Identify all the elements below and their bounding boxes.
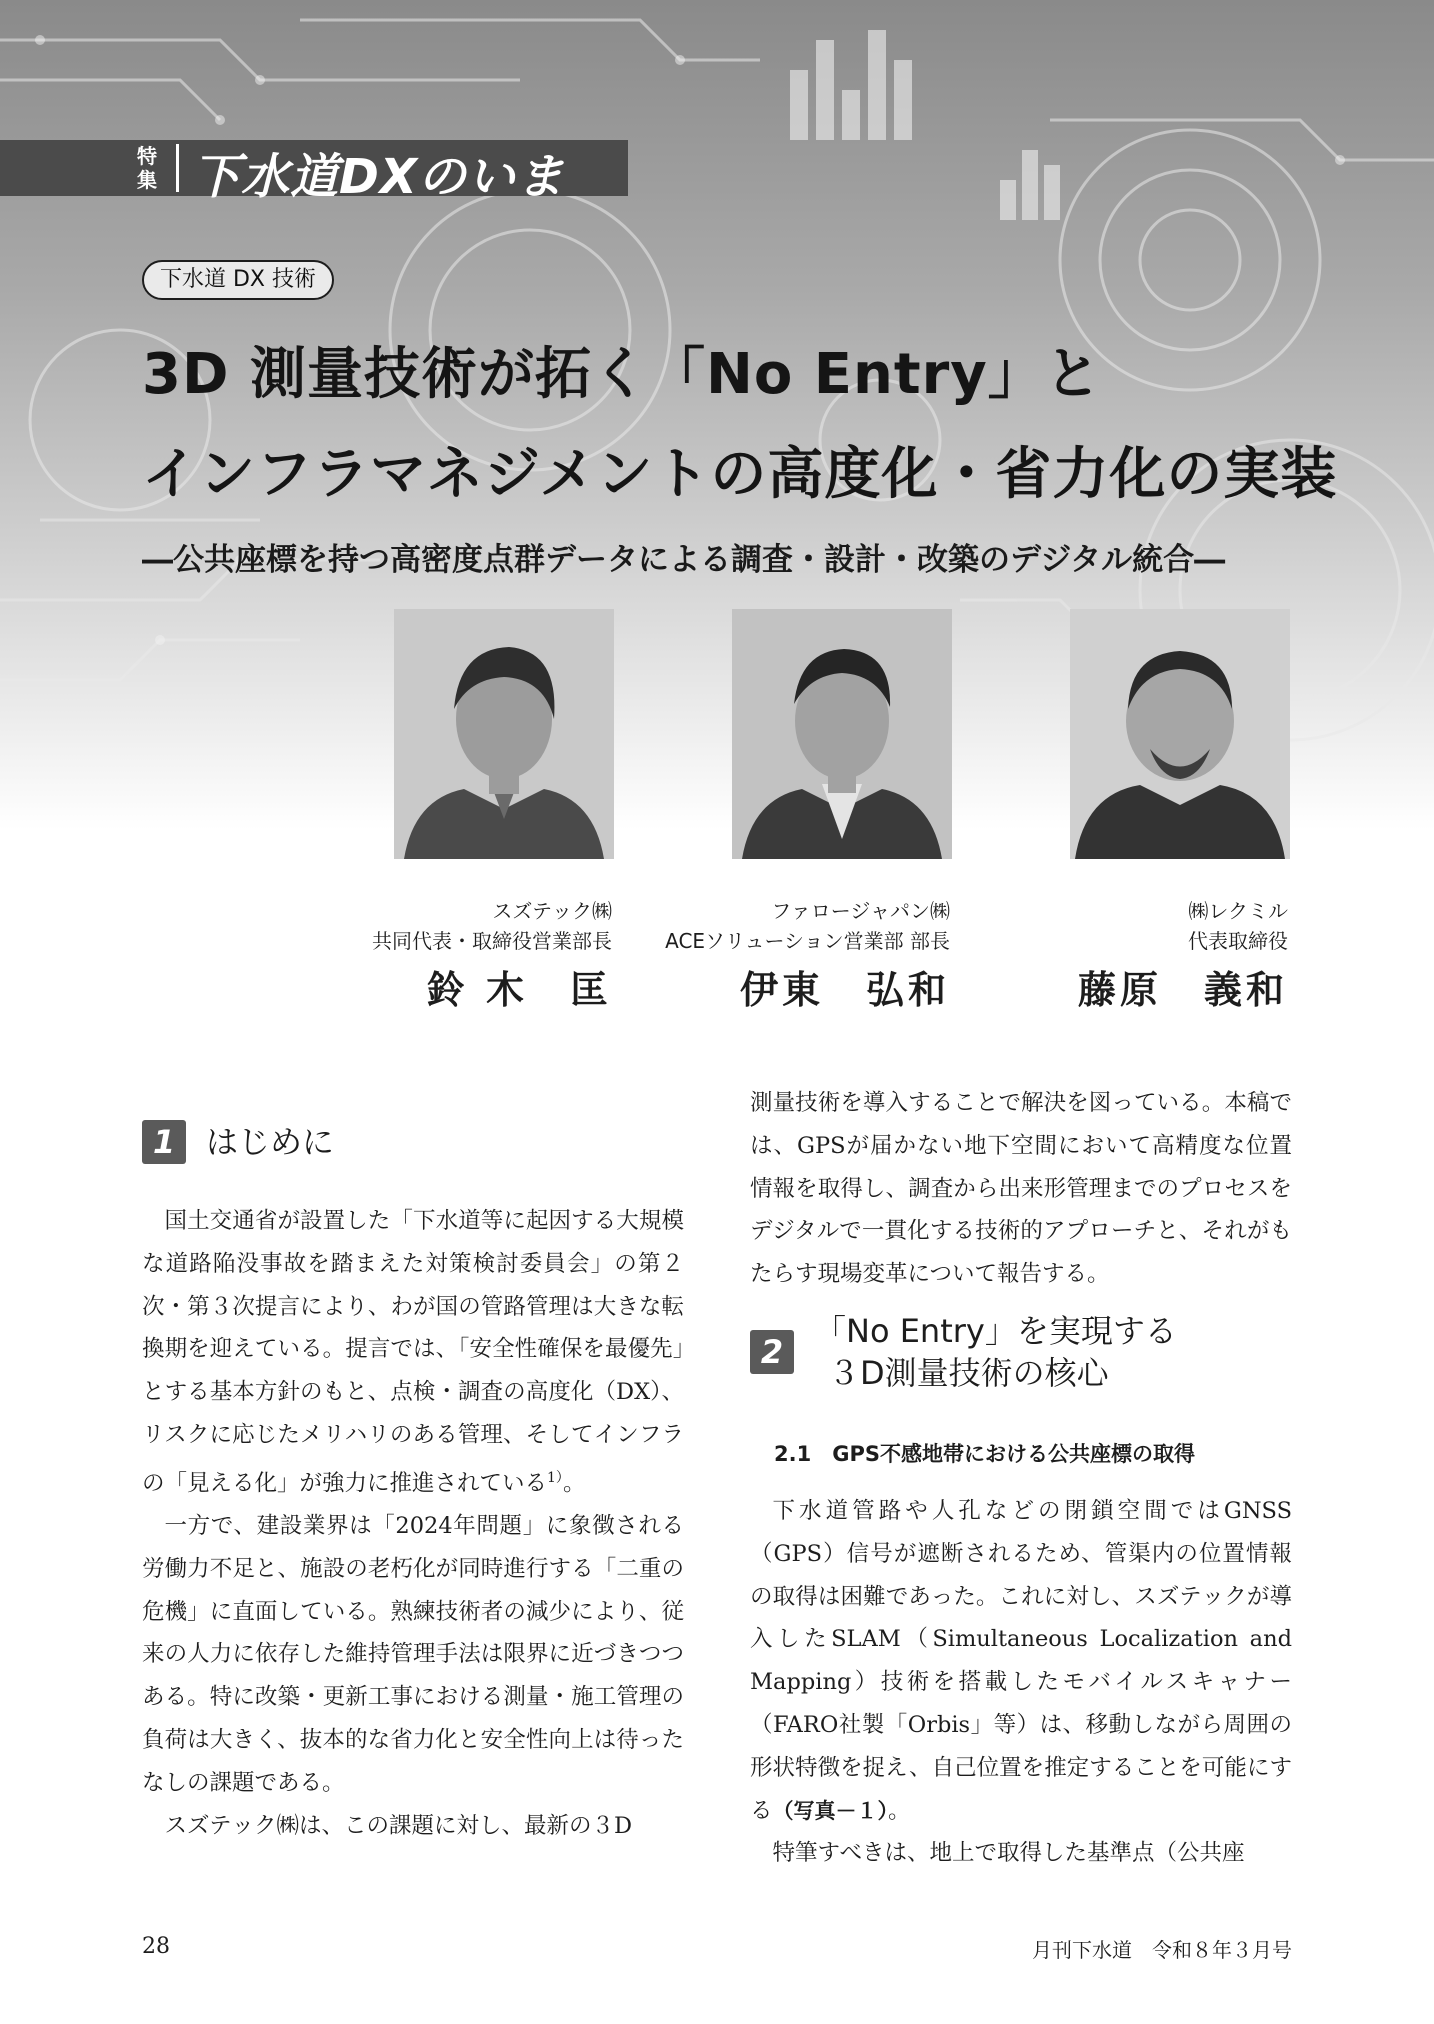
paragraph: 特筆すべきは、地上で取得した基準点（公共座 [772, 1840, 1245, 1867]
author-3-company: ㈱レクミル [1188, 899, 1288, 923]
paragraph [750, 1490, 1292, 1832]
paragraph: 測量技術を導入することで解決を図っている。本稿では、GPSが届かない地下空間において高精度な位置情報を取得し、調査から出来形管理までのプロセスをデジタルで一貫化する技術的アプローチと、それがもたらす現場変革について報告する。 [750, 1090, 1292, 1288]
paragraph-end: 。 [562, 1470, 586, 1497]
paragraph-text: 国土交通省が設置した「下水道等に起因する大規模な道路陥没事故を踏まえた対策検討委員会」の第２次・第３次提言により、わが国の管路管理は大きな転換期を迎えている。提言では、「安全性確保を最優先」とする基本方針のもと、点検・調査の高度化（DX）、リスクに応じたメリハリのある管理、そしてインフラの「見える化」が強力に推進されている [142, 1208, 684, 1497]
section-2-title-line1: 「No Entry」を実現する [814, 1312, 1177, 1350]
section-1-number: 1 [142, 1120, 186, 1164]
author-1-info [372, 896, 612, 1018]
author-1-company: スズテック㈱ [492, 899, 612, 923]
paragraph-text: 下水道管路や人孔などの閉鎖空間ではGNSS（GPS）信号が遮断されるため、管渠内の位置情報の取得は困難であった。これに対し、スズテックが導入したSLAM（Simultaneous Localization and Mapping）技術を搭載したモバイルスキャナー（FARO社製「Orbis」等）は、移動しながら周囲の形状特徴を捉え、自己位置を推定することを可能にする [750, 1498, 1292, 1824]
section-1-title: はじめに [206, 1123, 335, 1161]
feature-divider [176, 144, 179, 192]
author-2-position: ACEソリューション営業部 部長 [665, 929, 950, 953]
footnote-marker: 1） [547, 1469, 563, 1486]
page-number: 28 [142, 1934, 170, 1959]
portrait-icon [732, 609, 952, 859]
portrait-icon [1070, 609, 1290, 859]
author-2-name: 伊東 弘和 [739, 968, 950, 1012]
photo-reference: （写真－１） [772, 1798, 889, 1823]
section-1-heading [142, 1120, 334, 1164]
author-2-company: ファロージャパン㈱ [771, 899, 950, 923]
section-2-heading [750, 1310, 1177, 1394]
portrait-icon [394, 609, 614, 859]
author-photo-2 [732, 609, 952, 859]
paragraph: スズテック㈱は、この課題に対し、最新の３D [164, 1812, 633, 1839]
author-photo-3 [1070, 609, 1290, 859]
right-column-intro [750, 1082, 1292, 1296]
author-1-name: 鈴 木 匡 [426, 968, 612, 1012]
article-title-line2: インフラマネジメントの高度化・省力化の実装 [142, 442, 1338, 507]
feature-tag: 特集 [137, 144, 157, 192]
subsection-2-1-heading: 2.1 GPS不感地帯における公共座標の取得 [774, 1442, 1195, 1466]
paragraph: 一方で、建設業界は「2024年問題」に象徴される労働力不足と、施設の老朽化が同時進行する「二重の危機」に直面している。熟練技術者の減少により、従来の人力に依存した維持管理手法は限界に近づきつつある。特に改築・更新工事における測量・施工管理の負荷は大きく、抜本的な省力化と安全性向上は待ったなしの課題である。 [142, 1513, 684, 1796]
section-2-body [750, 1490, 1292, 1875]
author-3-name: 藤原 義和 [1077, 968, 1288, 1012]
journal-issue: 月刊下水道 令和８年３月号 [1032, 1938, 1292, 1962]
author-3-info [1078, 896, 1288, 1018]
paragraph-end: 。 [888, 1797, 911, 1824]
author-1-position: 共同代表・取締役営業部長 [372, 929, 612, 953]
paragraph [142, 1200, 684, 1505]
section-1-body [142, 1200, 684, 1847]
category-badge: 下水道 DX 技術 [142, 260, 334, 300]
section-2-title-block [814, 1310, 1177, 1394]
author-3-position: 代表取締役 [1188, 929, 1288, 953]
section-2-title-line2: ３D測量技術の核心 [828, 1354, 1109, 1392]
feature-title: 下水道DXのいま [192, 149, 565, 205]
section-2-number: 2 [750, 1330, 794, 1374]
article-title-line1: 3D 測量技術が拓く「No Entry」と [142, 342, 1102, 407]
article-subtitle: ―公共座標を持つ高密度点群データによる調査・設計・改築のデジタル統合― [142, 542, 1226, 578]
author-2-info [665, 896, 950, 1018]
author-photo-1 [394, 609, 614, 859]
